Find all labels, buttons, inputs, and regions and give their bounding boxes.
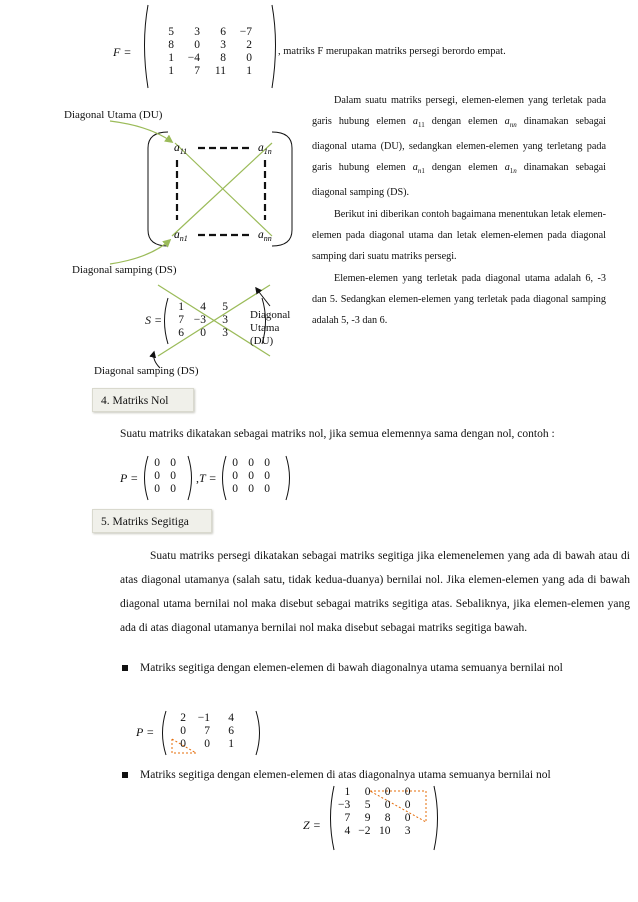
label-diagonal-utama: Diagonal Utama (DU)	[64, 109, 163, 121]
matrix-cell: 7	[194, 65, 200, 77]
matrix-cell: 0	[154, 457, 160, 469]
matrix-cell: 0	[232, 457, 238, 469]
label-du-s-line2: Utama	[250, 322, 280, 334]
matrix-cell: 11	[214, 65, 226, 77]
matrix-cell: 0	[248, 483, 254, 495]
matrix-row	[148, 483, 180, 496]
matrix-f-letter: F	[113, 45, 121, 59]
matrix-cell: 1	[168, 52, 174, 64]
matrix-s-letter: S	[145, 313, 151, 327]
el-a11: $a_{11}$	[174, 142, 188, 156]
section-4-text: Suatu matriks dikatakan sebagai matriks nol, jika semua elemennya sama dengan nol, contoh :	[120, 428, 555, 440]
matrix-cell: 3	[222, 314, 228, 326]
matrix-cell: 0	[404, 786, 411, 798]
right-paragraph-1: Dalam suatu matriks persegi, elemen-elemen yang terletak pada garis hubung elemen $a_{11}$ dengan elemen $a_{nn}$ dinamakan sebagai diagonal utama (DU), sedangkan elemen-elemen yang terletang pada garis hubung elemen $a_{n1}$ dengan elemen $a_{1n}$ dinamakan sebagai diagonal samping (DS).	[312, 95, 607, 199]
matrix-cell: 8	[168, 39, 174, 51]
diagonal-diagram	[60, 118, 310, 278]
matrix-cell: 0	[170, 457, 176, 469]
matrix-cell: 4	[200, 301, 206, 313]
matrix-cell: 0	[248, 457, 254, 469]
label-diagonal-samping: Diagonal samping (DS)	[72, 264, 177, 276]
matrix-row	[166, 327, 232, 340]
matrix-p-zero	[148, 457, 180, 496]
matrix-row	[166, 738, 238, 751]
matrix-cell: 6	[220, 26, 226, 38]
matrix-cell: 0	[170, 483, 176, 495]
matrix-cell: 3	[404, 825, 411, 837]
matrix-cell: −3	[338, 799, 351, 811]
matrix-cell: 0	[364, 786, 371, 798]
matrix-cell: 8	[384, 812, 391, 824]
matrix-row	[166, 301, 232, 314]
matrix-cell: 0	[232, 483, 238, 495]
arrow-du	[110, 121, 172, 142]
matrix-row	[166, 314, 232, 327]
matrix-row	[226, 483, 274, 496]
matrix-cell: 0	[170, 470, 176, 482]
matrix-cell: 6	[178, 327, 184, 339]
matrix-cell: 1	[228, 738, 234, 750]
section-4-title: 4. Matriks Nol	[92, 388, 194, 412]
matrix-t-name: ,T =	[196, 471, 217, 485]
matrix-cell: 1	[178, 301, 184, 313]
matrix-cell: 0	[194, 39, 200, 51]
el-an1: $a_{n1}$	[174, 229, 188, 243]
matrix-row	[166, 725, 238, 738]
bullet-1-marker	[122, 665, 128, 671]
matrix-z-name: Z =	[303, 818, 321, 832]
matrix-cell: 7	[204, 725, 210, 737]
arrow-ds	[110, 240, 170, 264]
matrix-cell: 0	[246, 52, 252, 64]
matrix-cell: 7	[178, 314, 184, 326]
matrix-cell: 1	[344, 786, 351, 798]
matrix-cell: 0	[404, 799, 411, 811]
matrix-row	[334, 812, 415, 825]
matrix-cell: 3	[194, 26, 200, 38]
matrix-cell: 0	[200, 327, 206, 339]
matrix-cell: 1	[168, 65, 174, 77]
matrix-cell: 0	[154, 483, 160, 495]
matrix-cell: 8	[220, 52, 226, 64]
matrix-z-letter: Z	[303, 818, 310, 832]
matrix-cell: −2	[358, 825, 371, 837]
matrix-cell: −1	[197, 712, 210, 724]
matrix-p-zero-letter: P	[120, 471, 128, 485]
matrix-cell: 6	[228, 725, 234, 737]
matrix-f-name: F =	[113, 45, 132, 59]
matrix-p-upper-letter: P	[136, 725, 144, 739]
matrix-row	[148, 470, 180, 483]
matrix-cell: −3	[193, 314, 206, 326]
matrix-t	[226, 457, 274, 496]
right-paragraph-2: Berikut ini diberikan contoh bagaimana menentukan letak elemen-elemen pada diagonal utama dan letak elemen-elemen pada diagonal samping dari suatu matriks persegi.	[312, 209, 606, 262]
label-du-s-line1: Diagonal	[250, 309, 291, 321]
matrix-s-name: S =	[145, 313, 163, 327]
matrix-cell: 2	[246, 39, 252, 51]
matrix-cell: 0	[264, 457, 270, 469]
matrix-p-upper-name: P =	[136, 725, 155, 739]
matrix-row	[334, 825, 415, 838]
matrix-f	[152, 26, 256, 78]
matrix-row	[148, 457, 180, 470]
label-ds-s: Diagonal samping (DS)	[94, 365, 199, 377]
matrix-row	[152, 65, 256, 78]
matrix-cell: 9	[364, 812, 371, 824]
matrix-cell: 0	[154, 470, 160, 482]
matrix-f-caption: , matriks F merupakan matriks persegi berordo empat.	[278, 46, 506, 57]
matrix-row	[152, 26, 256, 39]
matrix-row	[334, 786, 415, 799]
matrix-cell: 7	[344, 812, 351, 824]
matrix-cell: −7	[239, 26, 252, 38]
section-5-title: 5. Matriks Segitiga	[92, 509, 212, 533]
matrix-cell: 5	[168, 26, 174, 38]
matrix-cell: 5	[222, 301, 228, 313]
matrix-cell: 0	[404, 812, 411, 824]
matrix-row	[166, 712, 238, 725]
matrix-z	[334, 786, 415, 838]
matrix-cell: 1	[246, 65, 252, 77]
matrix-row	[226, 457, 274, 470]
matrix-cell: 0	[384, 799, 391, 811]
bracket-right	[272, 132, 292, 246]
matrix-row	[152, 39, 256, 52]
matrix-cell: 3	[220, 39, 226, 51]
el-a1n: $a_{1n}$	[258, 142, 272, 156]
matrix-cell: 0	[264, 483, 270, 495]
matrix-cell: 0	[204, 738, 210, 750]
bullet-1-text: Matriks segitiga dengan elemen-elemen di bawah diagonalnya utama semuanya bernilai nol	[140, 662, 563, 674]
matrix-cell: 2	[180, 712, 186, 724]
matrix-row	[334, 799, 415, 812]
matrix-cell: 4	[344, 825, 351, 837]
el-ann: $a_{nn}$	[258, 229, 272, 243]
matrix-cell: 5	[364, 799, 371, 811]
bracket-left	[148, 132, 168, 246]
matrix-row	[152, 52, 256, 65]
matrix-row	[226, 470, 274, 483]
bullet-2-marker	[122, 772, 128, 778]
matrix-cell: −4	[187, 52, 200, 64]
matrix-t-letter: T	[199, 471, 206, 485]
matrix-cell: 0	[384, 786, 391, 798]
matrix-p-zero-name: P =	[120, 471, 139, 485]
matrix-cell: 10	[379, 825, 391, 837]
matrix-cell: 3	[222, 327, 228, 339]
label-du-s-line3: (DU)	[250, 335, 274, 347]
matrix-p-upper	[166, 712, 238, 751]
matrix-cell: 0	[180, 738, 186, 750]
matrix-cell: 0	[248, 470, 254, 482]
right-paragraph-3: Elemen-elemen yang terletak pada diagonal utama adalah 6, -3 dan 5. Sedangkan elemen-elemen yang terletak pada diagonal samping adalah 5, -3 dan 6.	[312, 273, 606, 326]
matrix-cell: 0	[264, 470, 270, 482]
section-5-text: Suatu matriks persegi dikatakan sebagai matriks segitiga jika elemenelemen yang ada di bawah atau di atas diagonal utamanya (salah satu, tidak kedua-duanya) bernilai nol. Jika elemen-elemen yang ada di bawah diagonal utama bernilai nol maka disebut sebagai matriks segitiga atas. Sebaliknya, jika elemen-elemen yang ada di atas diagonal utamanya bernilai nol maka disebut sebagai matriks segitiga bawah.	[120, 550, 630, 634]
matrix-cell: 0	[180, 725, 186, 737]
matrix-s	[166, 301, 232, 340]
bullet-2-text: Matriks segitiga dengan elemen-elemen di atas diagonalnya utama semuanya bernilai nol	[140, 769, 551, 781]
matrix-cell: 4	[228, 712, 234, 724]
label-du-s	[250, 309, 290, 348]
matrix-cell: 0	[232, 470, 238, 482]
matrix-separator: ,	[196, 471, 199, 485]
